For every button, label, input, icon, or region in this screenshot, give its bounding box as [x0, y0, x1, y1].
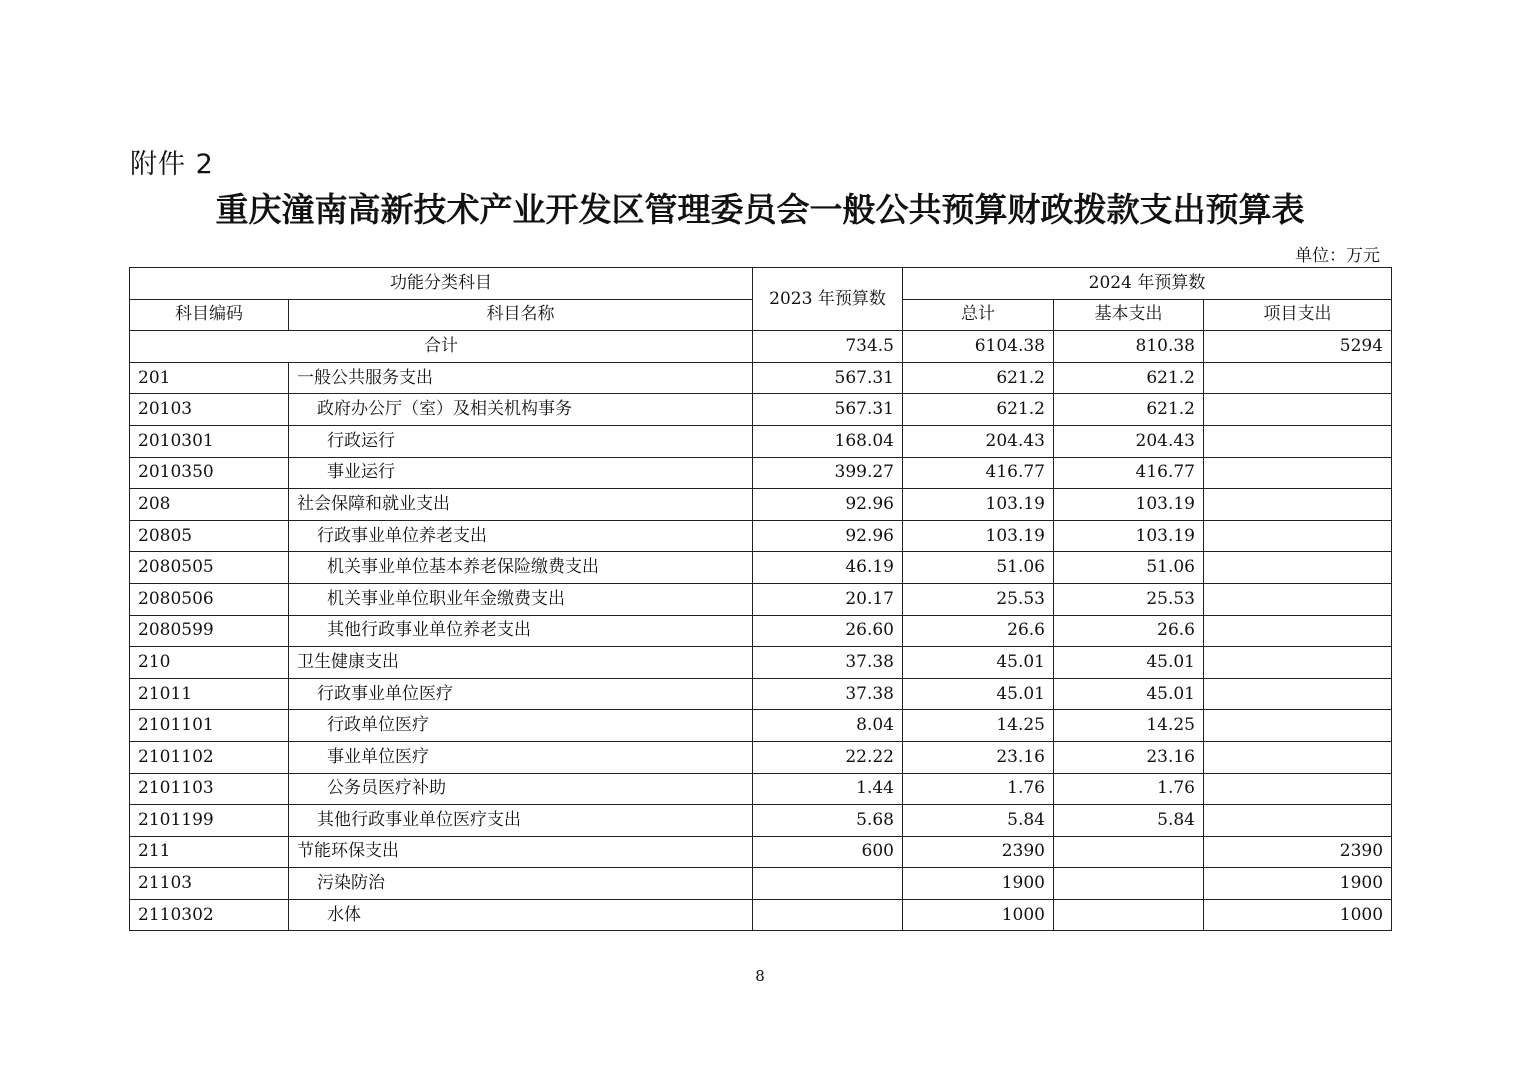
table-row	[130, 899, 1392, 931]
cell-project	[1204, 457, 1392, 489]
cell-code: 20103	[130, 394, 289, 426]
cell-name: 污染防治	[289, 868, 753, 900]
cell-name: 事业运行	[289, 457, 753, 489]
cell-project	[1204, 647, 1392, 679]
cell-basic: 45.01	[1054, 647, 1204, 679]
cell-code: 2101102	[130, 741, 289, 773]
cell-total: 621.2	[903, 394, 1054, 426]
table-row	[130, 425, 1392, 457]
cell-2023: 92.96	[753, 520, 903, 552]
header-total: 总计	[903, 299, 1054, 331]
cell-2023: 567.31	[753, 362, 903, 394]
cell-2023: 37.38	[753, 647, 903, 679]
cell-total: 621.2	[903, 362, 1054, 394]
header-row-1	[130, 268, 1392, 300]
cell-basic: 204.43	[1054, 425, 1204, 457]
cell-total: 103.19	[903, 520, 1054, 552]
cell-code: 21011	[130, 678, 289, 710]
cell-code: 2101103	[130, 773, 289, 805]
cell-2023: 20.17	[753, 583, 903, 615]
page-number: 8	[755, 967, 765, 985]
cell-total: 1.76	[903, 773, 1054, 805]
cell-2023	[753, 868, 903, 900]
cell-2023	[753, 899, 903, 931]
table-row	[130, 773, 1392, 805]
cell-project	[1204, 710, 1392, 742]
cell-total: 1900	[903, 868, 1054, 900]
cell-code: 201	[130, 362, 289, 394]
cell-name: 卫生健康支出	[289, 647, 753, 679]
table-row	[130, 552, 1392, 584]
header-2023-budget: 2023 年预算数	[753, 268, 903, 331]
cell-2023: 399.27	[753, 457, 903, 489]
cell-total: 14.25	[903, 710, 1054, 742]
cell-project	[1204, 741, 1392, 773]
table-row	[130, 647, 1392, 679]
cell-project	[1204, 773, 1392, 805]
table-row	[130, 678, 1392, 710]
cell-basic	[1054, 899, 1204, 931]
cell-name: 行政事业单位医疗	[289, 678, 753, 710]
cell-basic: 14.25	[1054, 710, 1204, 742]
cell-project	[1204, 678, 1392, 710]
cell-name: 公务员医疗补助	[289, 773, 753, 805]
cell-code: 21103	[130, 868, 289, 900]
cell-project	[1204, 489, 1392, 521]
cell-2023: 22.22	[753, 741, 903, 773]
cell-basic: 103.19	[1054, 489, 1204, 521]
table-row	[130, 710, 1392, 742]
header-func-group: 功能分类科目	[130, 268, 753, 300]
cell-total: 45.01	[903, 678, 1054, 710]
cell-name: 一般公共服务支出	[289, 362, 753, 394]
cell-project	[1204, 615, 1392, 647]
cell-basic: 23.16	[1054, 741, 1204, 773]
cell-basic	[1054, 868, 1204, 900]
cell-basic: 26.6	[1054, 615, 1204, 647]
cell-project: 2390	[1204, 836, 1392, 868]
cell-basic: 45.01	[1054, 678, 1204, 710]
cell-code: 211	[130, 836, 289, 868]
cell-total: 103.19	[903, 489, 1054, 521]
header-project: 项目支出	[1204, 299, 1392, 331]
cell-basic: 621.2	[1054, 394, 1204, 426]
cell-project	[1204, 583, 1392, 615]
cell-name: 其他行政事业单位养老支出	[289, 615, 753, 647]
cell-project	[1204, 362, 1392, 394]
cell-2023: 567.31	[753, 394, 903, 426]
cell-name: 政府办公厅（室）及相关机构事务	[289, 394, 753, 426]
table-row	[130, 457, 1392, 489]
cell-total: 416.77	[903, 457, 1054, 489]
header-2024-group: 2024 年预算数	[903, 268, 1392, 300]
cell-name: 行政单位医疗	[289, 710, 753, 742]
cell-project	[1204, 520, 1392, 552]
cell-basic: 51.06	[1054, 552, 1204, 584]
cell-total: 1000	[903, 899, 1054, 931]
cell-code: 210	[130, 647, 289, 679]
cell-name: 其他行政事业单位医疗支出	[289, 805, 753, 837]
cell-name: 机关事业单位职业年金缴费支出	[289, 583, 753, 615]
cell-project	[1204, 425, 1392, 457]
cell-name: 节能环保支出	[289, 836, 753, 868]
summary-total: 6104.38	[903, 331, 1054, 363]
cell-code: 2080506	[130, 583, 289, 615]
cell-total: 26.6	[903, 615, 1054, 647]
cell-total: 25.53	[903, 583, 1054, 615]
cell-2023: 37.38	[753, 678, 903, 710]
cell-2023: 92.96	[753, 489, 903, 521]
cell-name: 行政事业单位养老支出	[289, 520, 753, 552]
summary-row	[130, 331, 1392, 363]
cell-name: 事业单位医疗	[289, 741, 753, 773]
cell-code: 2010301	[130, 425, 289, 457]
cell-2023: 1.44	[753, 773, 903, 805]
cell-name: 水体	[289, 899, 753, 931]
cell-code: 208	[130, 489, 289, 521]
header-name: 科目名称	[289, 299, 753, 331]
summary-2023: 734.5	[753, 331, 903, 363]
cell-2023: 600	[753, 836, 903, 868]
attachment-label: 附件 2	[130, 149, 214, 180]
cell-total: 45.01	[903, 647, 1054, 679]
cell-basic: 416.77	[1054, 457, 1204, 489]
summary-label: 合计	[130, 331, 753, 363]
table-row	[130, 615, 1392, 647]
cell-name: 社会保障和就业支出	[289, 489, 753, 521]
table-row	[130, 489, 1392, 521]
budget-table	[129, 267, 1392, 931]
cell-2023: 46.19	[753, 552, 903, 584]
cell-code: 2101101	[130, 710, 289, 742]
cell-code: 20805	[130, 520, 289, 552]
header-code: 科目编码	[130, 299, 289, 331]
cell-2023: 168.04	[753, 425, 903, 457]
cell-total: 23.16	[903, 741, 1054, 773]
cell-project: 1900	[1204, 868, 1392, 900]
cell-code: 2101199	[130, 805, 289, 837]
cell-basic	[1054, 836, 1204, 868]
cell-project: 1000	[1204, 899, 1392, 931]
cell-total: 5.84	[903, 805, 1054, 837]
cell-basic: 103.19	[1054, 520, 1204, 552]
cell-basic: 621.2	[1054, 362, 1204, 394]
cell-2023: 5.68	[753, 805, 903, 837]
unit-label: 单位：万元	[1295, 246, 1380, 266]
cell-2023: 8.04	[753, 710, 903, 742]
cell-code: 2080505	[130, 552, 289, 584]
table-row	[130, 836, 1392, 868]
summary-basic: 810.38	[1054, 331, 1204, 363]
cell-code: 2010350	[130, 457, 289, 489]
table-row	[130, 394, 1392, 426]
table-row	[130, 520, 1392, 552]
cell-2023: 26.60	[753, 615, 903, 647]
table-row	[130, 362, 1392, 394]
table-row	[130, 805, 1392, 837]
cell-project	[1204, 552, 1392, 584]
summary-project: 5294	[1204, 331, 1392, 363]
table-row	[130, 741, 1392, 773]
header-basic: 基本支出	[1054, 299, 1204, 331]
cell-basic: 5.84	[1054, 805, 1204, 837]
cell-project	[1204, 394, 1392, 426]
cell-total: 51.06	[903, 552, 1054, 584]
table-row	[130, 583, 1392, 615]
page-title: 重庆潼南高新技术产业开发区管理委员会一般公共预算财政拨款支出预算表	[215, 190, 1305, 229]
cell-basic: 25.53	[1054, 583, 1204, 615]
cell-basic: 1.76	[1054, 773, 1204, 805]
cell-project	[1204, 805, 1392, 837]
cell-total: 2390	[903, 836, 1054, 868]
cell-name: 行政运行	[289, 425, 753, 457]
cell-code: 2080599	[130, 615, 289, 647]
cell-code: 2110302	[130, 899, 289, 931]
table-row	[130, 868, 1392, 900]
cell-name: 机关事业单位基本养老保险缴费支出	[289, 552, 753, 584]
cell-total: 204.43	[903, 425, 1054, 457]
